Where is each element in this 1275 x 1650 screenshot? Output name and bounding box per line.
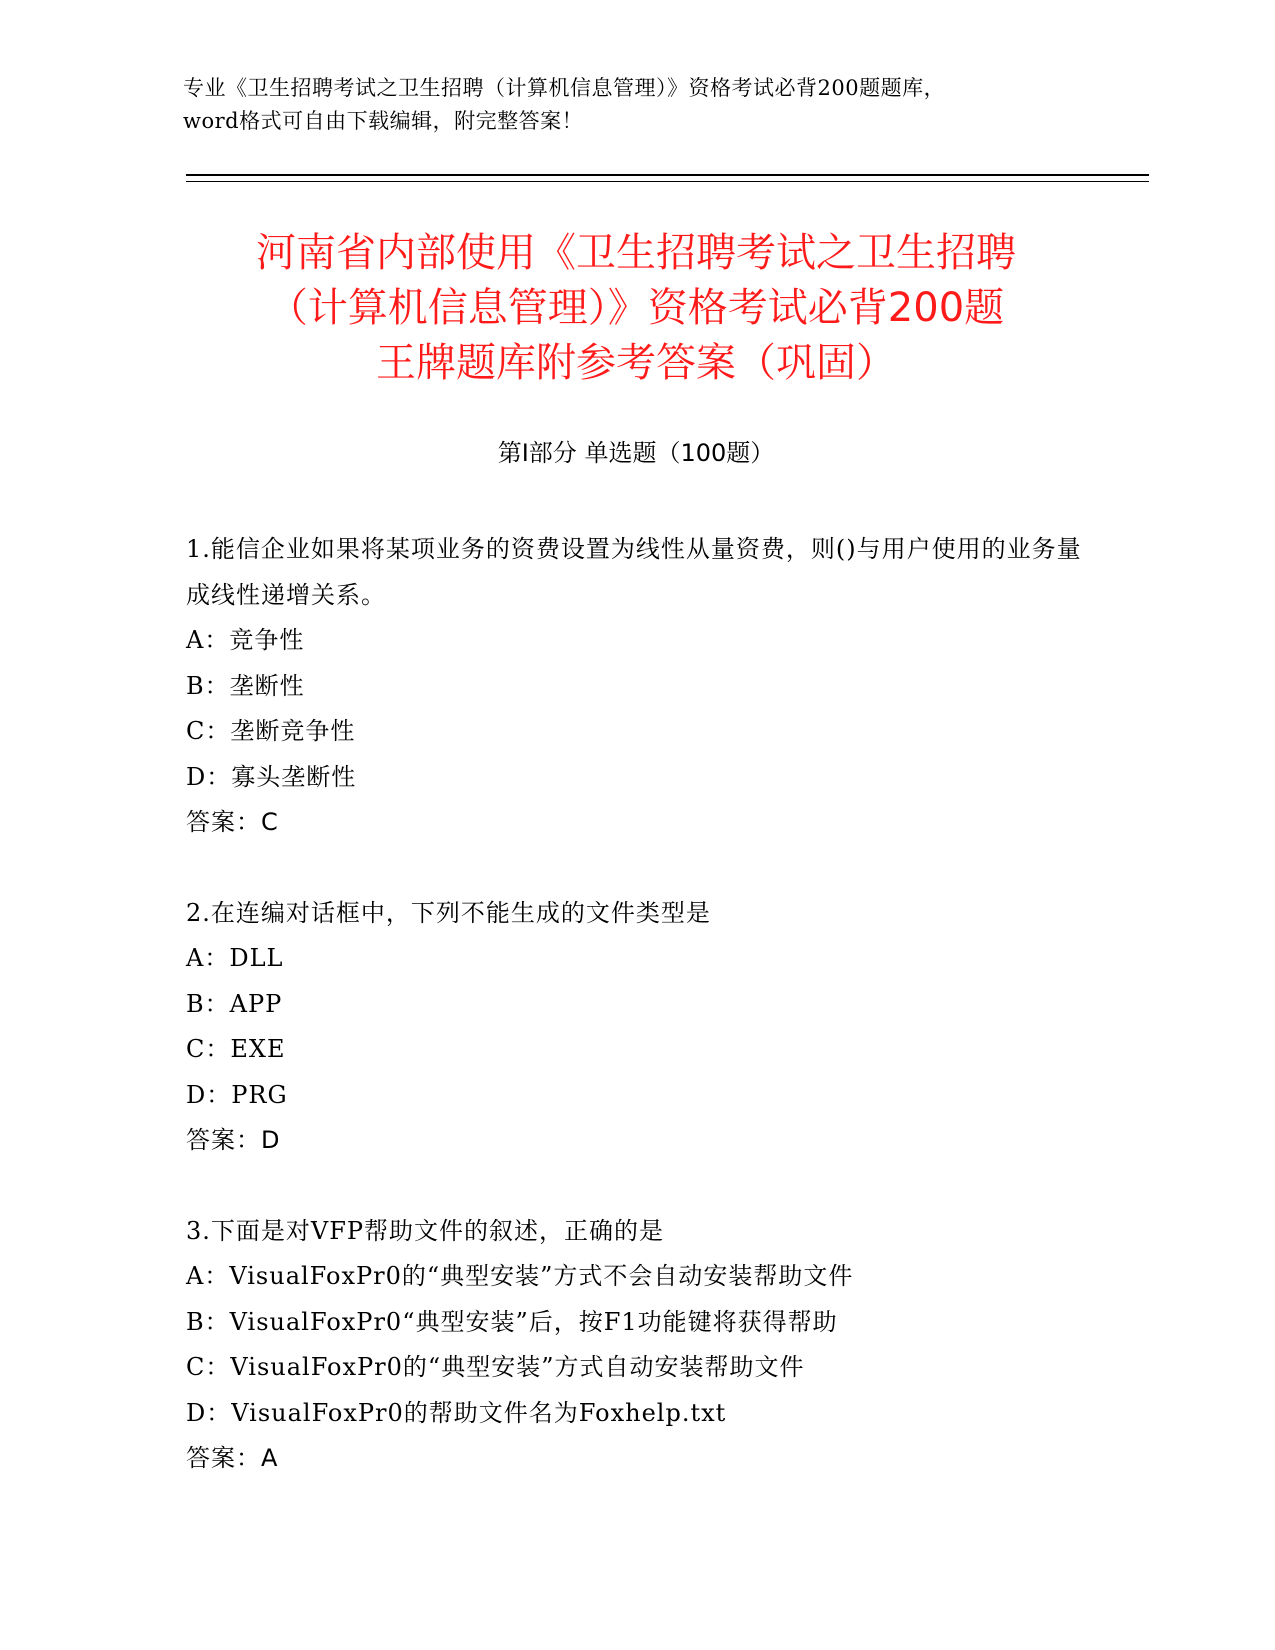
header-note-line-2: word格式可自由下载编辑，附完整答案！ <box>183 109 584 133</box>
option-b: B：APP <box>186 989 283 1018</box>
option-c: C：VisualFoxPr0的“典型安装”方式自动安装帮助文件 <box>186 1353 805 1381</box>
option-d: D：VisualFoxPr0的帮助文件名为Foxhelp.txt <box>186 1398 727 1427</box>
question-stem: 2.在连编对话框中，下列不能生成的文件类型是 <box>186 898 711 927</box>
question-stem: 1.能信企业如果将某项业务的资费设置为线性从量资费，则()与用户使用的业务量成线性递增关系。 <box>186 535 1082 609</box>
question-3 <box>186 1209 1086 1482</box>
option-a: A：VisualFoxPr0的“典型安装”方式不会自动安装帮助文件 <box>186 1262 854 1290</box>
header-note-line-1: 专业《卫生招聘考试之卫生招聘（计算机信息管理）》资格考试必背200题题库， <box>183 76 946 100</box>
option-d: D：寡头垄断性 <box>186 762 357 791</box>
question-stem: 3.下面是对VFP帮助文件的叙述，正确的是 <box>186 1216 665 1245</box>
document-title-line-2: （计算机信息管理）》资格考试必背200题 <box>267 285 1005 331</box>
question-list <box>186 527 1086 1527</box>
section-heading: 第I部分 单选题（100题） <box>497 439 775 467</box>
answer: 答案：D <box>186 1126 281 1154</box>
option-b: B：垄断性 <box>186 671 305 700</box>
document-title-line-3: 王牌题库附参考答案（巩固） <box>376 340 896 386</box>
answer: 答案：C <box>186 808 279 836</box>
option-a: A：竞争性 <box>186 626 305 654</box>
question-2 <box>186 891 1086 1164</box>
option-b: B：VisualFoxPr0“典型安装”后，按F1功能键将获得帮助 <box>186 1307 838 1336</box>
option-c: C：EXE <box>186 1035 286 1063</box>
question-1 <box>186 527 1086 846</box>
option-a: A：DLL <box>186 944 284 972</box>
header-divider-thick <box>186 174 1149 176</box>
answer: 答案：A <box>186 1444 279 1472</box>
document-title <box>186 226 1086 391</box>
document-title-line-1: 河南省内部使用《卫生招聘考试之卫生招聘 <box>256 230 1016 276</box>
header-divider-thin <box>186 181 1149 182</box>
header-note <box>183 72 1083 138</box>
option-c: C：垄断竞争性 <box>186 717 356 745</box>
option-d: D：PRG <box>186 1080 288 1109</box>
